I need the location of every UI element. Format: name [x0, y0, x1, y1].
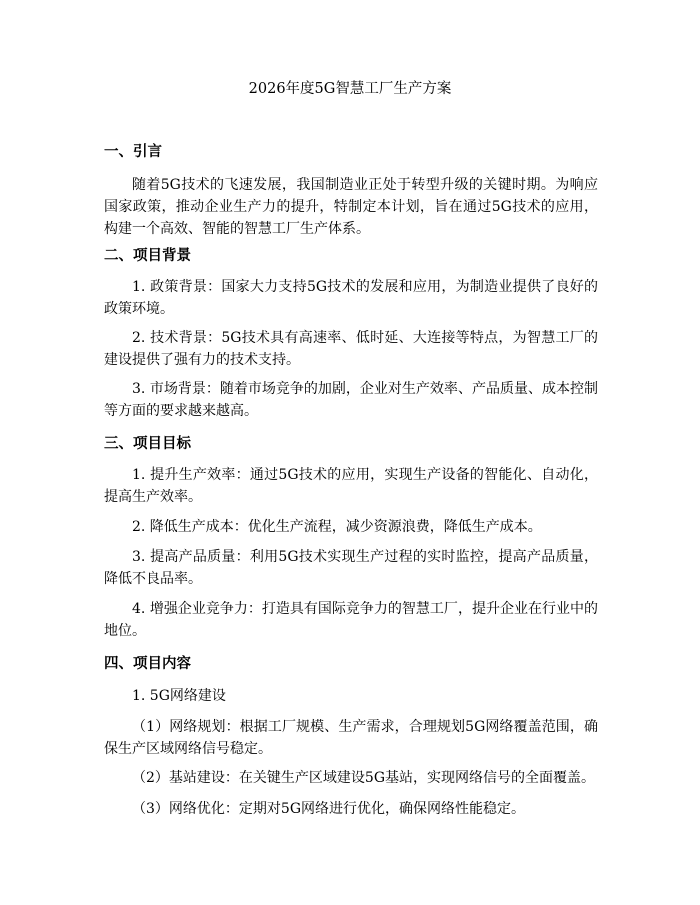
paragraph: 3. 市场背景：随着市场竞争的加剧，企业对生产效率、产品质量、成本控制等方面的要求越来越高。 [104, 381, 598, 419]
section-heading-content: 四、项目内容 [104, 656, 191, 672]
section-heading-background: 二、项目背景 [104, 248, 191, 264]
paragraph: 1. 提升生产效率：通过5G技术的应用，实现生产设备的智能化、自动化，提高生产效率。 [104, 467, 598, 505]
paragraph: 3. 提高产品质量：利用5G技术实现生产过程的实时监控，提高产品质量，降低不良品率。 [104, 549, 598, 587]
paragraph: （3）网络优化：定期对5G网络进行优化，确保网络性能稳定。 [132, 801, 525, 817]
paragraph: 2. 技术背景：5G技术具有高速率、低时延、大连接等特点，为智慧工厂的建设提供了强有力的技术支持。 [104, 330, 598, 368]
paragraph: 4. 增强企业竞争力：打造具有国际竞争力的智慧工厂，提升企业在行业中的地位。 [104, 601, 598, 639]
paragraph: （2）基站建设：在关键生产区域建设5G基站，实现网络信号的全面覆盖。 [132, 770, 595, 786]
section-heading-introduction: 一、引言 [104, 144, 162, 160]
section-heading-goals: 三、项目目标 [104, 436, 191, 452]
paragraph: （1）网络规划：根据工厂规模、生产需求，合理规划5G网络覆盖范围，确保生产区域网络信号稳定。 [104, 719, 598, 757]
document-title: 2026年度5G智慧工厂生产方案 [248, 81, 452, 97]
paragraph: 1. 5G网络建设 [132, 688, 226, 704]
paragraph: 1. 政策背景：国家大力支持5G技术的发展和应用，为制造业提供了良好的政策环境。 [104, 279, 598, 317]
paragraph: 随着5G技术的飞速发展，我国制造业正处于转型升级的关键时期。为响应国家政策，推动企业生产力的提升，特制定本计划，旨在通过5G技术的应用，构建一个高效、智能的智慧工厂生产体系。 [104, 177, 598, 237]
paragraph: 2. 降低生产成本：优化生产流程，减少资源浪费，降低生产成本。 [132, 519, 542, 535]
